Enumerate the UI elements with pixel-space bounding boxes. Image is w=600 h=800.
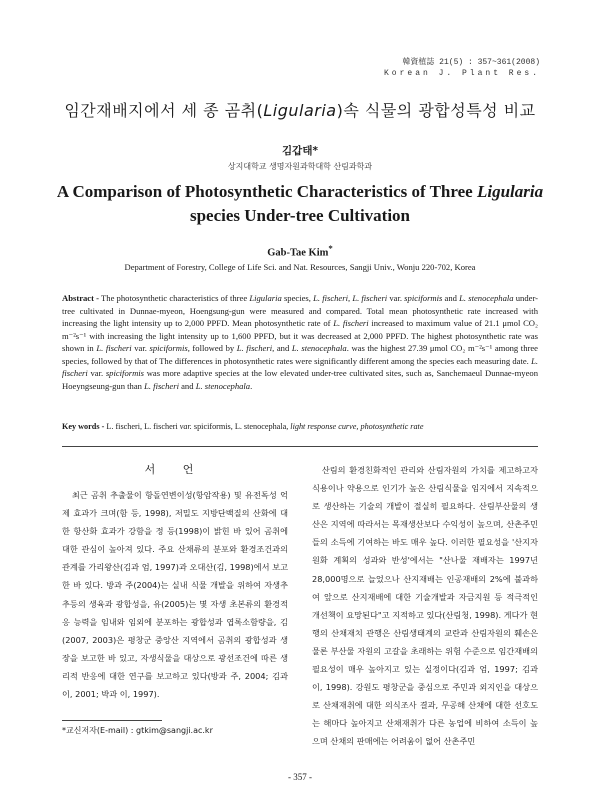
keywords: Key words - L. fischeri, L. fischeri var. spiciformis, L. stenocephala, light response curve, photosynthetic rate bbox=[62, 422, 424, 431]
korean-title-genus: Ligularia bbox=[263, 101, 337, 120]
footnote-corresponding-author: *교신저자(E-mail) : gtkim@sangji.ac.kr bbox=[62, 726, 213, 735]
english-author: Gab-Tae Kim* bbox=[267, 243, 333, 259]
body-column-right bbox=[312, 461, 538, 751]
footnote-divider bbox=[62, 720, 162, 721]
abstract-label: Abstract - bbox=[62, 293, 100, 303]
korean-author: 김갑태* bbox=[282, 145, 318, 157]
korean-affiliation: 상지대학교 생명자원과학대학 산림과학과 bbox=[227, 162, 373, 171]
abstract: Abstract - The photosynthetic characteristics of three Ligularia species, L. fischeri, L. fischeri var. spiciformis and L. stenocephala under-tree cultivated in Dunnae-myeon, Hoengsung-gun were measured and compared. Total mean photosynthetic rate increased with increasing the light intensity up to 2,000 PPFD. Mean photosynthetic rate of L. fischeri increased to maximum value of 21.1 μmol CO₂ m⁻²s⁻¹ with increasing the light intensity up to 1,600 PPFD, but it was decreased at 2,000 PPFD. The highest photosynthetic rate was shown in L. fischeri var. spiciformis, followed by L. fischeri, and L. stenocephala. was the highest 27.39 μmol CO₂ m⁻²s⁻¹ among three species, followed by that of The differences in photosynthetic rates were significantly different among the species each measuring date. L. fischeri var. spiciformis was more adaptive species at the low elevated under-tree cultivated sites, such as, Sanchemaeul Dunnae-myeon Hoeyngseung-gun than L. fischeri and L. stenocephala. bbox=[62, 293, 539, 391]
journal-citation bbox=[384, 57, 540, 79]
english-title: A Comparison of Photosynthetic Characteristics of Three Ligularia species Under-tree Cultivation bbox=[56, 182, 544, 225]
journal-volume: 韓資植誌 21(5) : 357~361(2008) bbox=[402, 58, 540, 67]
page-number: - 357 - bbox=[288, 772, 312, 782]
english-affiliation: Department of Forestry, College of Life Sci. and Nat. Resources, Sangji Univ., Wonju 220-702, Korea bbox=[124, 262, 476, 272]
body-paragraph: 산림의 환경친화적인 관리와 산림자원의 가치를 제고하고자 식용이나 약용으로 인기가 높은 산림식물을 임지에서 지속적으로 생산하는 기술의 개발이 절실히 필요하다. 산림부산물의 생산은 지역에 따라서는 목재생산보다 수익성이 높으며, 산촌주민들의 소득에 기여하는 바도 매우 높다. 이러한 필요성을 '산지자원화 계획의 성과와 반성'에서는 "산나물 재배자는 1997년 28,000명으로 늘었으나 산지재배는 인공재배의 2%에 불과하여 앞으로 산지재배에 대한 기술개발과 자금지원 등 적극적인 개선책이 요망된다"고 지적하고 있다(산림청, 1998). 게다가 현행의 산채재치 관행은 산림생태계의 교란과 산림자원의 훼손은 물론 부산물 자원의 고갈을 초래하는 위험 수준으로 임간재배의 필요성이 매우 높아지고 있는 실정이다(김과 엄, 1997; 김과 이, 1998). 강원도 평창군을 중심으로 주민과 외지인을 대상으로 산채재취에 대한 의식조사 결과, 무공해 산채에 대한 선호도는 해마다 높아지고 산채재취가 다른 농업에 비하여 소득이 높으며 산채의 판매에는 어려움이 없어 산촌주민 bbox=[312, 465, 538, 747]
corresponding-author-mark: * bbox=[328, 243, 333, 253]
korean-title: 임간재배지에서 세 종 곰취(Ligularia)속 식물의 광합성특성 비교 bbox=[64, 101, 536, 120]
section-heading-introduction: 서 언 bbox=[144, 463, 206, 476]
journal-name: Korean J. Plant Res. bbox=[383, 69, 540, 78]
keywords-label: Key words - bbox=[62, 422, 105, 431]
section-divider bbox=[62, 446, 538, 447]
body-column-left bbox=[62, 486, 288, 703]
body-paragraph: 최근 곰취 추출물이 항돌연변이성(항암작용) 및 유전독성 억제 효과가 크며(함 등, 1998), 저밀도 지방단백질의 산화에 대한 항산화 효과가 강함을 정 등(1998)이 밝힌 바 있어 곰취에 대한 관심이 높아져 있다. 주요 산채류의 분포와 환경조건과의 관계를 가리왕산(김과 엄, 1997)과 오대산(김, 1998)에서 보고한 바 있다. 방과 주(2004)는 실내 식물 개발을 위하여 자생추추등의 생육과 광합성을, 유(2005)는 몇 자생 초본류의 환경적응 능력을 임내와 임외에 분포하는 광합성과 엽록소함량을, 김(2007, 2003)은 평창군 중앙산 지역에서 곰취의 광합성과 생장을 보고한 바 있고, 자생식물을 대상으로 광선조건에 따른 생리적 반응에 대한 연구를 보고하고 있다(방과 주, 2004; 김과 이, 2001; 박과 이, 1997). bbox=[62, 490, 288, 700]
